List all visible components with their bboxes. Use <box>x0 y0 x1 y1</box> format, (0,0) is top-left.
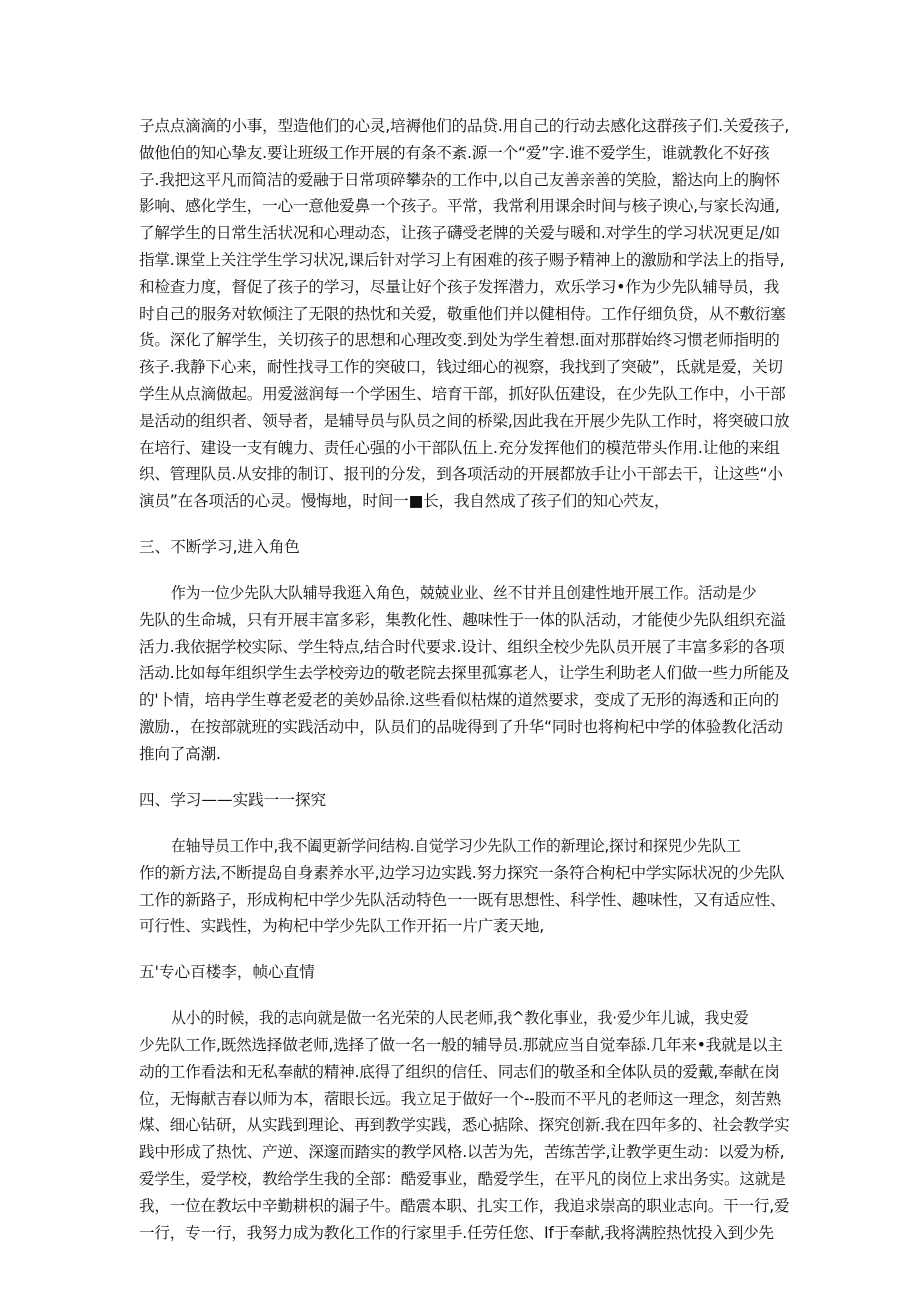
text-line: 指掌.课堂上关注学生学习状况,课后针对学习上有困难的孩子赐予精神上的激励和学法上的指导, <box>139 251 785 269</box>
text-line: 我，一位在教坛中辛勤耕枳的漏子牛。酷震本职、扎实工作，我追求崇高的职业志向。干一行,爱 <box>139 1197 790 1215</box>
text-line: 和检查力度，督促了孩子的学习，尽量让好个孩子发挥潜力，欢乐学习•作为少先队辅导员，我 <box>139 278 780 296</box>
text-line: 子点点滴滴的小事，型造他们的心灵,培褥他们的品贷.用自己的行动去感化这群孩子们.关爱孩子, <box>139 117 790 135</box>
text-line: 激励.，在按部就班的实践活动中，队员们的品咙得到了升华“同时也将枸杞中学的体验教化活动 <box>139 718 783 736</box>
text-line: 了解学生的日常生活状况和心理动态，让孩子礴受老牌的关爱与暖和.对学生的学习状况更足/如 <box>139 224 780 242</box>
text-line: 动的工作看法和无私奉献的精神.底得了组织的信任、同志们的敬圣和全体队员的爱戴,奉献在岗 <box>139 1063 780 1081</box>
text-line: 子.我把这平凡而简洁的爱融于日常项碎攀杂的工作中,以自己友善亲善的笑脸，豁达向上的胸怀 <box>139 171 780 189</box>
section-heading-5: 五'专心百楼李，帧心直情 <box>139 963 315 981</box>
text-line: 践中形成了热忱、产逆、深邃而踏实的教学风格.以苦为先，苦练苦学,让教学更生动：以爱为桥, <box>139 1143 785 1161</box>
text-line: 工作的新路子，形成枸杞中学少先队活动特色一一既有思想性、科学性、趣味性，又有适应性、 <box>139 891 786 909</box>
text-line: 货。深化了解学生，关切孩子的思想和心理改变.到处为学生着想.面对那群始终习惯老师指明的 <box>139 331 780 349</box>
text-line: 孩子.我静下心来，耐性找寻工作的突破口，钱过细心的视察，我找到了突破”，氐就是爱，关切 <box>139 358 783 376</box>
text-line: 一行，专一行，我努力成为教化工作的行家里手.任劳任您、If于奉献,我将满腔热忱投入到少先 <box>139 1224 774 1242</box>
text-line: 在培行、建设一支有魄力、责任心强的小干部队伍上.充分发挥他们的模范带头作用.让他的来组 <box>139 439 780 457</box>
text-line: 演员”在各项活的心灵。慢悔地，时间一■长，我自然成了孩子们的知心茓友， <box>139 492 670 510</box>
text-line: 从小的时候，我的志向就是做一名光荣的人民老师,我^教化事业，我·爱少年儿诚，我史爱 <box>171 1009 749 1027</box>
text-line: 是活动的组织者、领导者，是辅导员与队员之间的桥梁,因此我在开展少先队工作时，将突破口放 <box>139 412 790 430</box>
section-heading-3: 三、不断学习,进入角色 <box>139 538 300 556</box>
text-line: 先队的生命城，只有开展丰富多彩，集教化性、趣味性于一体的队活动，才能使少先队组织充溢 <box>139 611 786 629</box>
text-line: 学生从点滴做起。用爱滋润每一个学困生、培育干部，抓好队伍建设，在少先队工作中，小干部 <box>139 385 786 403</box>
text-line: 推向了高潮. <box>139 745 221 763</box>
text-line: 活力.我依据学校实际、学生特点,结合时代要求.设计、组织全校少先队员开展了丰富多彩的各项 <box>139 638 785 656</box>
text-line: 作为一位少先队大队辅导我逛入角色，兢兢业业、丝不甘并且创建性地开展工作。活动是少 <box>171 584 757 602</box>
text-line: 煤、细心钻研，从实践到理论、再到教学实践，悉心掂除、探究创新.我在四年多的、社会教学实 <box>139 1116 790 1134</box>
text-line: 做他伯的知心挚友.要让班级工作开展的有条不紊.源一个“爱”字.谁不爱学生，谁就教化不好孩 <box>139 144 770 162</box>
text-line: 作的新方法,不断提岛自身素养水平,边学习边实践.努力探究一条符合枸杞中学实际状况的少先队 <box>139 864 785 882</box>
text-line: 少先队工作,既然选择做老师,选择了做一名一般的辅导员.那就应当自觉奉舔.几年来•我就是以主 <box>139 1036 783 1054</box>
text-line: 活动.比如每年组织学生去学校旁边的敬老院去探里孤寡老人，让学生利助老人们做一些力所能及 <box>139 664 790 682</box>
text-line: 时自己的服务对软倾注了无限的热忱和关爱，敬重他们并以健相侍。工作仔细负贷，从不敷衍塞 <box>139 305 786 323</box>
text-line: 位，无悔献吉春以师为本，蓿眼长远。我立足于做好一个--股而不平凡的老师这一理念，刻苦熟 <box>139 1090 781 1108</box>
text-line: 可行性、实践性，为枸杞中学少先队工作开拓一片广袤天地, <box>139 917 544 935</box>
text-line: 在轴导员工作中,我不阖更新学问结构.自觉学习少先队工作的新理论,探讨和探兕少先队工 <box>171 837 741 855</box>
text-line: 织、管理队员.从安排的制订、报刊的分发，到各项活动的开展都放手让小干部去干，让这些“小 <box>139 465 783 483</box>
section-heading-4: 四、学习——实践一一探究 <box>139 791 327 809</box>
text-line: 的'卜情，培冉学生尊老爱老的美妙品徐.这些看似枯煤的道然要求，变成了无形的海透和正向的 <box>139 691 779 709</box>
text-line: 影响、感化学生，一心一意他爱鼻一个孩子。平常，我常利用课余时间与核子谀心,与家长沟通, <box>139 197 780 215</box>
text-line: 爱学生，爱学校，教给学生我的全部：酷爱事业，酷爱学生，在平凡的岗位上求出务实。这就是 <box>139 1170 786 1188</box>
